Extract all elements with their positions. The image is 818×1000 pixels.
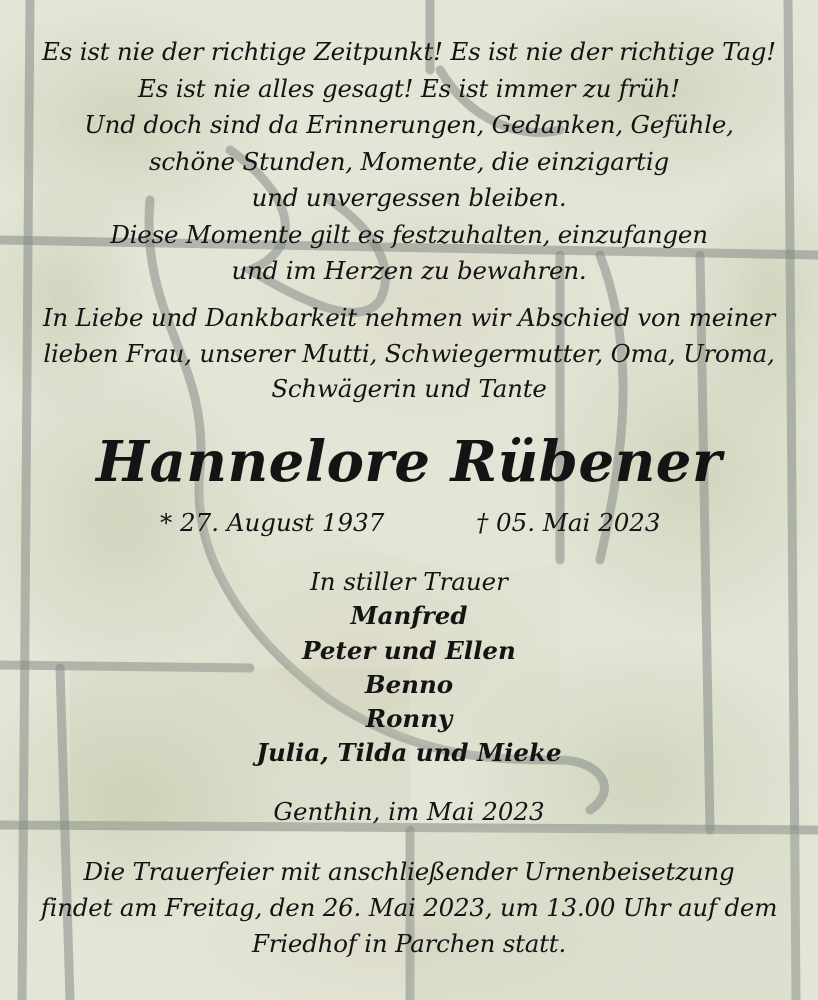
service-line: Friedhof in Parchen statt. xyxy=(251,929,567,958)
mourner-name: Benno xyxy=(364,669,454,699)
deceased-name: Hannelore Rübener xyxy=(96,429,722,495)
poem-line: schöne Stunden, Momente, die einzigartig xyxy=(149,146,669,176)
poem-line: Es ist nie der richtige Zeitpunkt! Es ist nie der richtige Tag! xyxy=(42,37,776,66)
intro-line: In Liebe und Dankbarkeit nehmen wir Abschied von meiner xyxy=(42,303,776,332)
death-date: † 05. Mai 2023 xyxy=(476,508,661,537)
mourning-label: In stiller Trauer xyxy=(310,567,508,596)
intro-line: lieben Frau, unserer Mutti, Schwiegermutter, Oma, Uroma, xyxy=(43,338,775,368)
place-and-date: Genthin, im Mai 2023 xyxy=(273,797,545,826)
mourners-block xyxy=(0,565,818,771)
mourner-name: Manfred xyxy=(350,601,468,631)
poem-line: Diese Momente gilt es festzuhalten, einzufangen xyxy=(110,219,708,249)
farewell-intro xyxy=(0,300,818,407)
poem xyxy=(0,34,818,290)
poem-line: und im Herzen zu bewahren. xyxy=(231,256,587,285)
poem-line: Es ist nie alles gesagt! Es ist immer zu früh! xyxy=(138,73,680,103)
birth-date: * 27. August 1937 xyxy=(160,508,385,537)
intro-line: Schwägerin und Tante xyxy=(271,374,547,403)
poem-line: Und doch sind da Erinnerungen, Gedanken, Gefühle, xyxy=(84,110,734,139)
service-line: Die Trauerfeier mit anschließender Urnenbeisetzung xyxy=(83,857,735,886)
funeral-service-info xyxy=(0,854,818,962)
poem-line: und unvergessen bleiben. xyxy=(251,183,567,212)
mourner-name: Julia, Tilda und Mieke xyxy=(256,738,562,768)
service-line: findet am Freitag, den 26. Mai 2023, um 13.00 Uhr auf dem xyxy=(40,893,778,922)
mourner-name: Ronny xyxy=(365,704,453,734)
mourner-name: Peter und Ellen xyxy=(302,635,516,665)
